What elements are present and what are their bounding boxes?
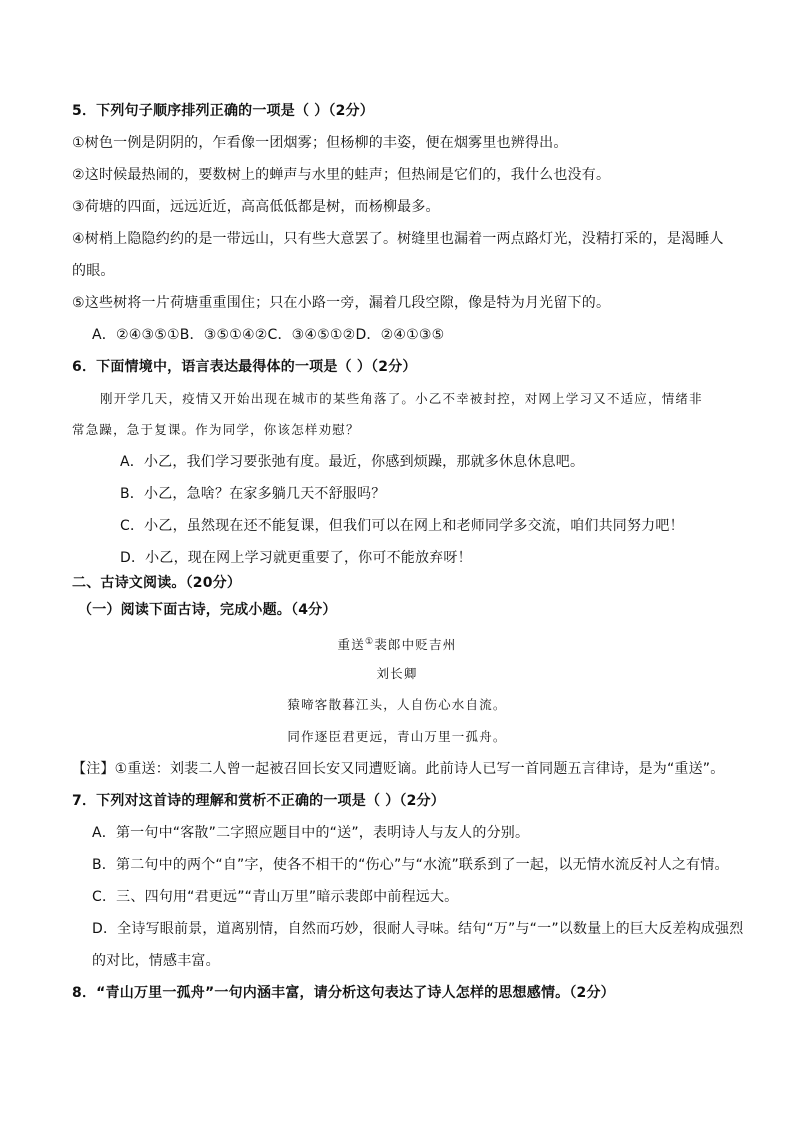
q6-option-c[interactable]: C．小乙，虽然现在还不能复课，但我们可以在网上和老师同学多交流，咱们共同努力吧！ — [120, 518, 684, 534]
q7-option-b[interactable]: B．第二句中的两个“自”字，使各不相干的“伤心”与“水流”联系到了一起，以无情水流反衬人之有情。 — [92, 857, 729, 873]
section2-title: 二、古诗文阅读。（20分） — [72, 575, 242, 591]
q5-options — [92, 325, 444, 345]
q7-stem: 7．下列对这首诗的理解和赏析不正确的一项是（ ）（2分） — [72, 793, 445, 809]
q6-option-d[interactable]: D．小乙，现在网上学习就更重要了，你可不能放弃呀！ — [120, 550, 472, 566]
q5-stem: 5．下列句子顺序排列正确的一项是（ ）（2分） — [72, 103, 374, 119]
q5-sentence-3: ③荷塘的四面，远远近近，高高低低都是树，而杨柳最多。 — [72, 199, 440, 215]
poem-line-1: 猿啼客散暮江头，人自伤心水自流。 — [287, 697, 507, 712]
q7-option-c[interactable]: C．三、四句用“君更远”“青山万里”暗示裴郎中前程远大。 — [92, 889, 459, 905]
poem-title-suffix: 裴郎中贬吉州 — [374, 637, 457, 653]
q5-sentence-4-cont: 的眼。 — [72, 263, 115, 279]
q7-option-d-cont: 的对比，情感丰富。 — [92, 953, 220, 969]
poem-author: 刘长卿 — [376, 666, 418, 681]
q5-option-d[interactable]: D．②④①③⑤ — [355, 327, 445, 343]
poem-note: 【注】①重送：刘裴二人曾一起被召回长安又同遭贬谪。此前诗人已写一首同题五言律诗，是为“重送”。 — [72, 761, 725, 777]
poem-line-2: 同作逐臣君更远，青山万里一孤舟。 — [287, 729, 507, 744]
q5-sentence-5: ⑤这些树将一片荷塘重重围住；只在小路一旁，漏着几段空隙，像是特为月光留下的。 — [72, 295, 611, 311]
q5-sentence-4: ④树梢上隐隐约约的是一带远山，只有些大意罢了。树缝里也漏着一两点路灯光，没精打采的，是渴睡人 — [72, 231, 724, 247]
q5-option-c[interactable]: C．③④⑤①② — [267, 327, 356, 343]
q8-stem: 8．“青山万里一孤舟”一句内涵丰富，请分析这句表达了诗人怎样的思想感情。（2分） — [72, 985, 615, 1001]
q5-sentence-1: ①树色一例是阴阴的，乍看像一团烟雾；但杨柳的丰姿，便在烟雾里也辨得出。 — [72, 135, 568, 151]
q6-option-a[interactable]: A．小乙，我们学习要张弛有度。最近，你感到烦躁，那就多休息休息吧。 — [120, 454, 585, 470]
poem-title-prefix: 重送 — [337, 637, 365, 653]
q7-option-d[interactable]: D．全诗写眼前景，道离别情，自然而巧妙，很耐人寻味。结句“万”与“一”以数量上的巨大反差构成强烈 — [92, 921, 744, 937]
q6-option-b[interactable]: B．小乙，急啥？在家多躺几天不舒服吗？ — [120, 486, 386, 502]
q5-option-b[interactable]: B．③⑤①④② — [179, 327, 268, 343]
section2-sub1: （一）阅读下面古诗，完成小题。（4分） — [78, 602, 337, 618]
q5-sentence-2: ②这时候最热闹的，要数树上的蝉声与水里的蛙声；但热闹是它们的，我什么也没有。 — [72, 167, 611, 183]
q7-option-a[interactable]: A．第一句中“客散”二字照应题目中的“送”，表明诗人与友人的分别。 — [92, 825, 530, 841]
poem-title-note: ① — [364, 637, 375, 647]
poem-title — [0, 632, 794, 655]
q6-stem: 6．下面情境中，语言表达最得体的一项是（ ）（2分） — [72, 359, 417, 375]
q6-scenario-line2: 常急躁，急于复课。作为同学，你该怎样劝慰？ — [72, 422, 360, 437]
q6-scenario-line1: 刚开学几天，疫情又开始出现在城市的某些角落了。小乙不幸被封控，对网上学习又不适应，情绪非 — [100, 391, 703, 406]
q5-option-a[interactable]: A．②④③⑤① — [92, 327, 180, 343]
